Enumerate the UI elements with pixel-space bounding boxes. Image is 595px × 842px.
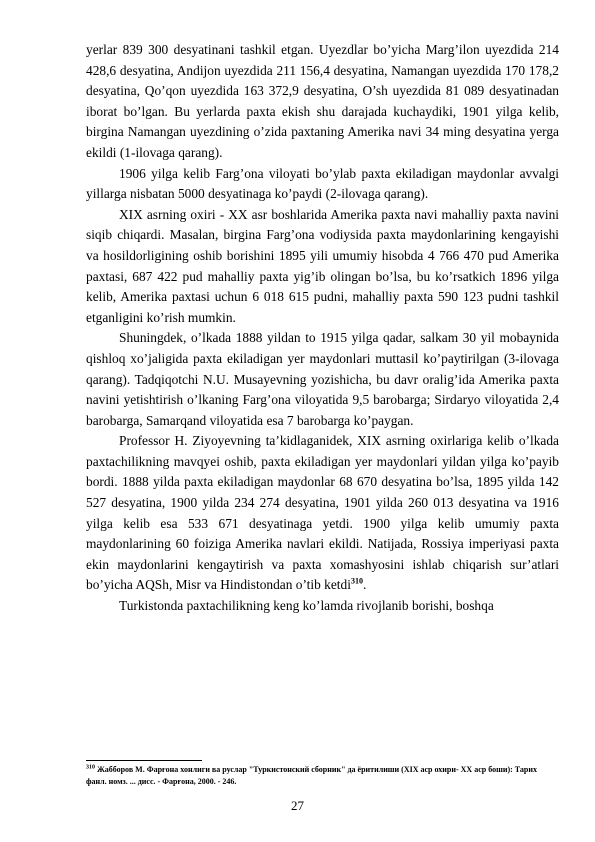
paragraph-continued: yerlar 839 300 desyatinani tashkil etgan. Uyezdlar bo’yicha Marg’ilon uyezdida 214 428,6 desyatina, Andijon uyezdida 211 156,4 desyatina, Namangan uyezdida 170 178,2 desyatina, Qo’qon uyezdida 163 372,9 desyatina, O’sh uyezdida 81 089 desyatinadan iborat bo’lgan. Bu yerlarda paxta ekish shu darajada kuchaydiki, 1901 yilga kelib, birgina Namangan uyezdining o’zida paxtaning Amerika navi 34 ming desyatina yerga ekildi (1-ilovaga qarang). [86,42,559,160]
paragraph: XIX asrning oxiri - XX asr boshlarida Amerika paxta navi mahalliy paxta navini siqib chiqardi. Masalan, birgina Farg’ona vodiysida paxta maydonlarining kengayishi va hosildorligining oshib borishini 1895 yili umumiy hisobda 4 766 470 pud Amerika paxtasi, 687 422 pud mahalliy paxta yig’ib olingan bo’lsa, bu ko’rsatkich 1896 yilga kelib, Amerika paxtasi uchun 6 018 615 pudni, mahalliy paxta 590 123 pudni tashkil etganligini ko’rish mumkin. [86,206,559,325]
sentence-end: . [362,577,367,593]
paragraph: 1906 yilga kelib Farg’ona viloyati bo’ylab paxta ekiladigan maydonlar avvalgi yillarga nisbatan 5000 desyatinaga ko’paydi (2-ilovaga qarang). [86,165,559,202]
page-number: 27 [291,798,304,813]
paragraph-continues: Turkistonda paxtachilikning keng ko’lamda rivojlanib borishi, boshqa [119,598,494,614]
paragraph: Shuningdek, o’lkada 1888 yildan to 1915 yilga qadar, salkam 30 yil mobaynida qishloq xo’jaligida paxta ekiladigan yer maydonlari muttasil ko’paytirilgan (3-ilovaga qarang). Tadqiqotchi N.U. Musayevning yozishicha, bu davr oralig’ida Amerika paxta navini yetishtirish o’lkaning Farg’ona viloyatida 9,5 barobarga; Sirdaryo viloyatida 2,4 barobarga, Samarqand viloyatida esa 7 barobarga ko’paygan. [86,330,559,428]
paragraph-text: Professor H. Ziyoyevning ta’kidlaganidek, XIX asrning oxirlariga kelib o’lkada paxtachilikning mavqyei oshib, paxta ekiladigan yer maydonlari yildan yilga ko’payib bordi. 1888 yilda paxta ekiladigan maydonlar 68 670 desyatina bo’lsa, 1895 yilda 142 527 desyatina, 1900 yilda 234 274 desyatina, 1901 yilda 260 013 desyatina va 1916 yilga kelib esa 533 671 desyatinaga yetdi. 1900 yilga kelib umumiy paxta maydonlarining 60 foiziga Amerika navlari ekildi. Natijada, Rossiya imperiyasi paxta ekin maydonlarini kengaytirish va paxta xomashyosini ishlab chiqarish sur’atlari bo’yicha AQSh, Misr va Hindistondan o’tib ketdi [86,433,559,593]
footnote [86,764,559,788]
footnote-divider [86,760,202,761]
footnote-reference[interactable]: 310 [350,576,363,586]
paragraph-with-footnote [86,431,559,596]
body-text [86,40,559,617]
footnote-number: 310 [86,764,95,771]
footnote-text: Жабборов М. Фарғона хонлиги ва руслар "Туркистонский сборник" да ёритилиши (XIX аср охири- XX аср боши): Тарих фанл. номз. ... дисс. - Фарғона, 2000. - 246. [86,765,537,786]
